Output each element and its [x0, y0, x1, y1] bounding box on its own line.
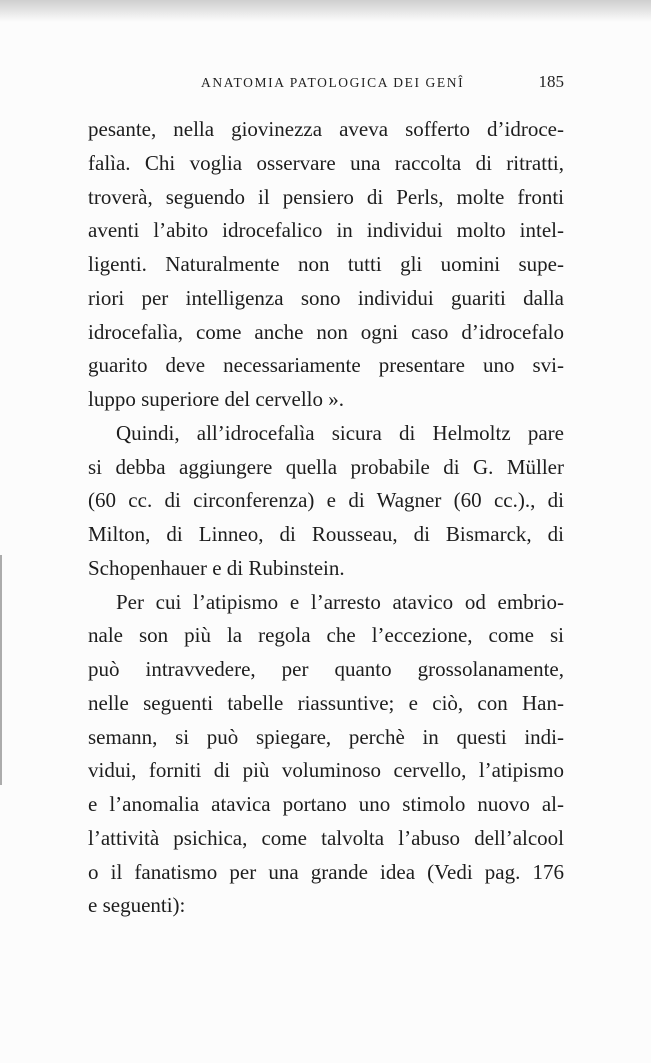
text-line: guarito deve necessariamente presentare uno svi- — [88, 353, 564, 378]
text-line: (60 cc. di circonferenza) e di Wagner (60 cc.)., di — [88, 488, 564, 513]
text-line: si debba aggiungere quella probabile di G. Müller — [88, 454, 564, 479]
text-line: e seguenti): — [88, 893, 186, 918]
text-line: può intravvedere, per quanto grossolanamente, — [88, 657, 564, 681]
text-line: nelle seguenti tabelle riassuntive; e ciò, con Han- — [88, 690, 564, 715]
text-line: o il fanatismo per una grande idea (Vedi pag. 176 — [88, 859, 564, 884]
text-line: falìa. Chi voglia osservare una raccolta di ritratti, — [88, 150, 564, 175]
text-line: aventi l’abito idrocefalico in individui molto intel- — [88, 218, 564, 243]
running-head — [88, 72, 564, 97]
text-line: vidui, forniti di più voluminoso cervello, l’atipismo — [88, 758, 564, 783]
text-line: riori per intelligenza sono individui guariti dalla — [88, 285, 564, 310]
text-line: Per cui l’atipismo e l’arresto atavico od embrio- — [116, 589, 564, 614]
scan-left-edge-mark — [0, 555, 10, 785]
scan-top-shadow — [0, 0, 651, 22]
text-line: pesante, nella giovinezza aveva sofferto d’idroce- — [88, 117, 564, 141]
text-line: Quindi, all’idrocefalìa sicura di Helmoltz pare — [116, 420, 564, 445]
text-line: e l’anomalia atavica portano uno stimolo nuovo al- — [88, 792, 564, 816]
text-line: ligenti. Naturalmente non tutti gli uomini supe- — [88, 252, 564, 276]
text-line: Schopenhauer e di Rubinstein. — [88, 555, 345, 580]
text-line: luppo superiore del cervello ». — [88, 387, 344, 411]
page-number: 185 — [538, 72, 564, 91]
body-text — [88, 113, 564, 923]
text-line: Milton, di Linneo, di Rousseau, di Bismarck, di — [88, 522, 564, 546]
text-line: l’attività psichica, come talvolta l’abuso dell’alcool — [88, 825, 564, 850]
text-line: semann, si può spiegare, perchè in questi indi- — [88, 724, 564, 749]
running-head-title: ANATOMIA PATOLOGICA DEI GENÎ — [201, 75, 465, 90]
text-line: nale son più la regola che l’eccezione, come si — [88, 623, 564, 648]
text-line: troverà, seguendo il pensiero di Perls, molte fronti — [88, 184, 564, 209]
text-line: idrocefalìa, come anche non ogni caso d’idrocefalo — [88, 319, 564, 344]
